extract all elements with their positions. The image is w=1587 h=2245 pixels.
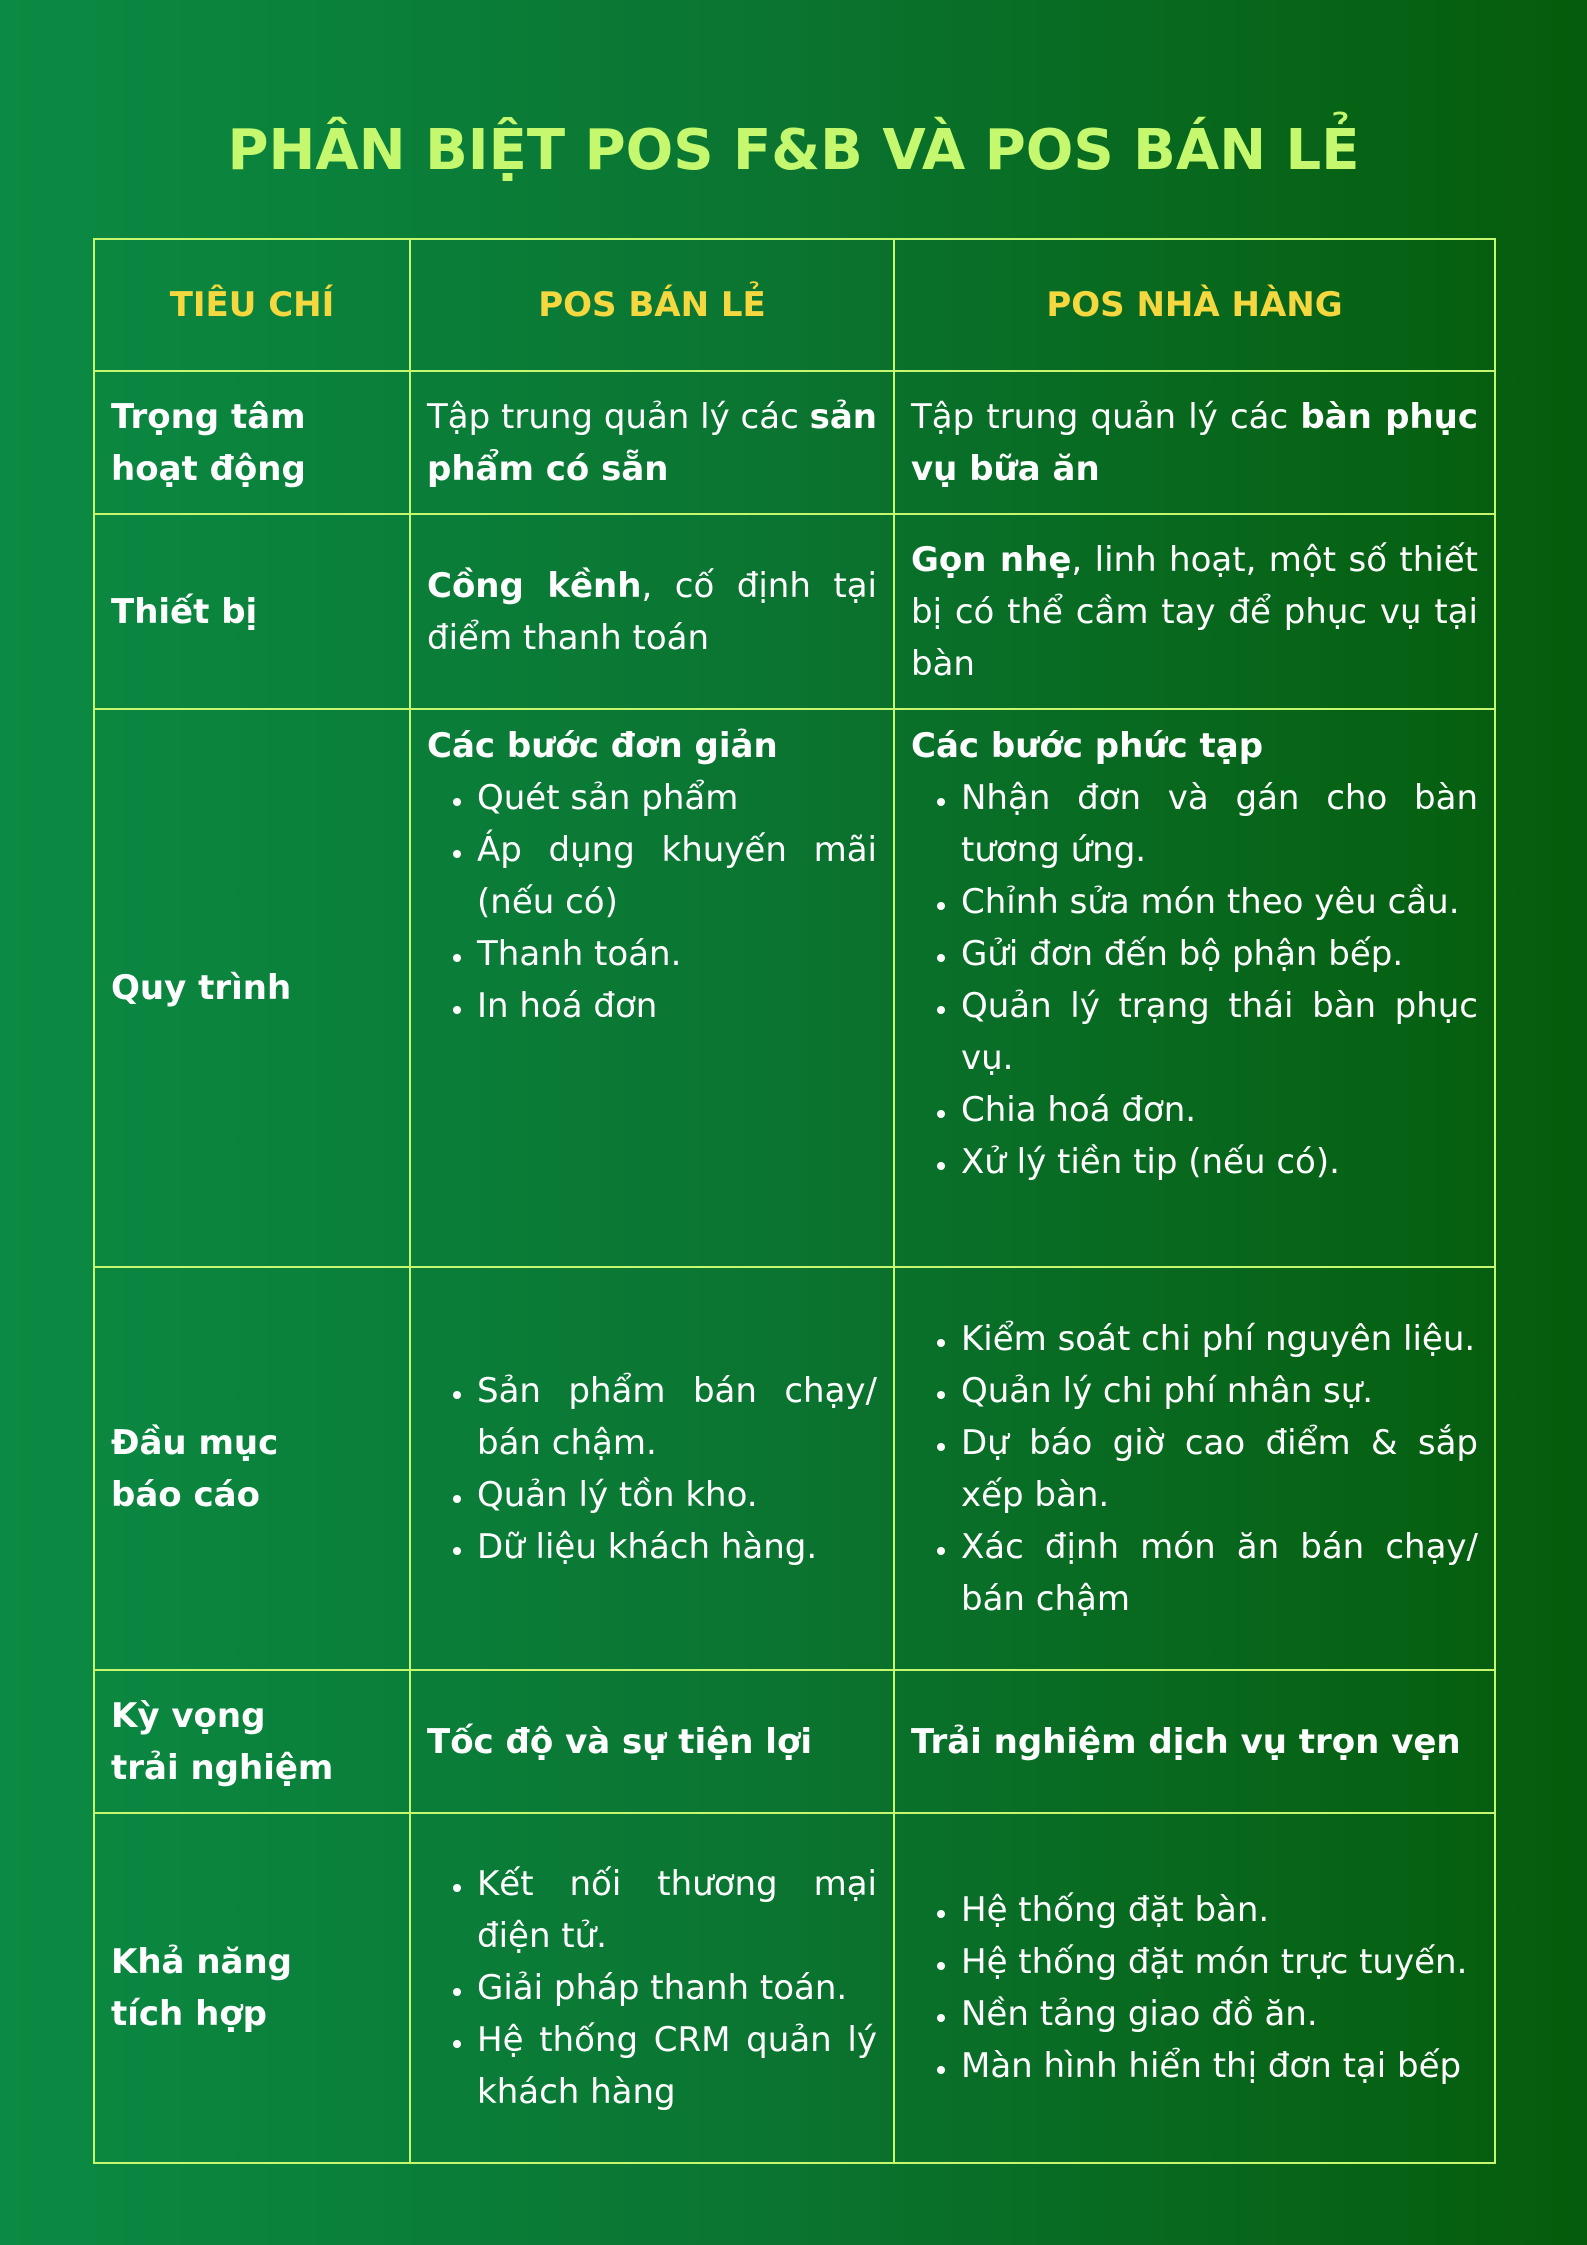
criterion-cell	[94, 709, 410, 1267]
list-item: • Chỉnh sửa món theo yêu cầu.	[959, 876, 1478, 928]
table-row	[94, 1267, 1495, 1670]
bullet-list	[911, 772, 1478, 1188]
list-item: • Chia hoá đơn.	[959, 1084, 1478, 1136]
list-item: • Quản lý tồn kho.	[475, 1469, 877, 1521]
bullet-list	[911, 1313, 1478, 1625]
list-item: • Quản lý chi phí nhân sự.	[959, 1365, 1478, 1417]
list-item: • Quản lý trạng thái bàn phục vụ.	[959, 980, 1478, 1084]
process-heading: Các bước đơn giản	[427, 726, 778, 766]
list-item: • Kiểm soát chi phí nguyên liệu.	[959, 1313, 1478, 1365]
cell-text-bold: Cồng kềnh	[427, 565, 642, 606]
list-item: • Dự báo giờ cao điểm & sắp xếp bàn.	[959, 1417, 1478, 1521]
criterion-line: Thiết bị	[111, 591, 258, 632]
criterion-line: hoạt động	[111, 448, 306, 489]
restaurant-cell	[894, 371, 1495, 514]
cell-text: Tập trung quản lý các	[427, 396, 810, 437]
criterion-line: Trọng tâm	[111, 396, 306, 437]
list-item: • Kết nối thương mại điện tử.	[475, 1858, 877, 1962]
list-item: • Hệ thống đặt món trực tuyến.	[959, 1936, 1478, 1988]
header-pos-retail: POS BÁN LẺ	[410, 239, 894, 371]
cell-text: , linh hoạt, một số thiết bị có thể cầm tay để phục vụ tại bàn	[911, 539, 1478, 684]
cell-text-bold: bàn phục vụ bữa ăn	[911, 396, 1478, 489]
list-item: • Dữ liệu khách hàng.	[475, 1521, 877, 1573]
list-item: • Thanh toán.	[475, 928, 877, 980]
cell-text: , cố định tại điểm thanh toán	[427, 565, 877, 658]
list-item: • Màn hình hiển thị đơn tại bếp	[959, 2040, 1478, 2092]
table-header-row	[94, 239, 1495, 371]
header-criteria: TIÊU CHÍ	[94, 239, 410, 371]
criterion-line: báo cáo	[111, 1474, 260, 1515]
list-item: • Gửi đơn đến bộ phận bếp.	[959, 928, 1478, 980]
list-item: • Xác định món ăn bán chạy/ bán chậm	[959, 1521, 1478, 1625]
table-row	[94, 709, 1495, 1267]
table-row	[94, 1670, 1495, 1813]
table-row	[94, 371, 1495, 514]
retail-cell	[410, 1813, 894, 2163]
list-item: • In hoá đơn	[475, 980, 877, 1032]
retail-cell	[410, 709, 894, 1267]
criterion-cell	[94, 1813, 410, 2163]
criterion-line: Quy trình	[111, 968, 292, 1008]
list-item: • Quét sản phẩm	[475, 772, 877, 824]
criterion-line: Đầu mục	[111, 1422, 279, 1463]
retail-cell	[410, 1267, 894, 1670]
list-item: • Áp dụng khuyến mãi (nếu có)	[475, 824, 877, 928]
bullet-list	[427, 772, 877, 1032]
criterion-cell	[94, 1670, 410, 1813]
retail-cell	[410, 371, 894, 514]
cell-text-bold: Tốc độ và sự tiện lợi	[427, 1721, 812, 1762]
cell-text-bold: Trải nghiệm dịch vụ trọn vẹn	[911, 1721, 1461, 1762]
list-item: • Xử lý tiền tip (nếu có).	[959, 1136, 1478, 1188]
restaurant-cell	[894, 709, 1495, 1267]
cell-text-bold: sản phẩm có sẵn	[427, 396, 877, 489]
bullet-list	[911, 1884, 1478, 2092]
retail-cell	[410, 514, 894, 709]
restaurant-cell	[894, 1267, 1495, 1670]
criterion-line: Khả năng	[111, 1942, 293, 1982]
bullet-list	[427, 1365, 877, 1573]
list-item: • Nền tảng giao đồ ăn.	[959, 1988, 1478, 2040]
list-item: • Nhận đơn và gán cho bàn tương ứng.	[959, 772, 1478, 876]
criterion-cell	[94, 1267, 410, 1670]
table-row	[94, 514, 1495, 709]
restaurant-cell	[894, 1670, 1495, 1813]
bullet-list	[427, 1858, 877, 2118]
criterion-cell	[94, 514, 410, 709]
list-item: • Giải pháp thanh toán.	[475, 1962, 877, 2014]
header-pos-restaurant: POS NHÀ HÀNG	[894, 239, 1495, 371]
table-row	[94, 1813, 1495, 2163]
restaurant-cell	[894, 514, 1495, 709]
restaurant-cell	[894, 1813, 1495, 2163]
criterion-line: tích hợp	[111, 1994, 268, 2034]
page-title: PHÂN BIỆT POS F&B VÀ POS BÁN LẺ	[227, 118, 1360, 183]
cell-text-bold: Gọn nhẹ	[911, 539, 1072, 580]
comparison-table	[93, 238, 1496, 2164]
list-item: • Hệ thống đặt bàn.	[959, 1884, 1478, 1936]
criterion-line: Kỳ vọng	[111, 1695, 266, 1736]
list-item: • Sản phẩm bán chạy/ bán chậm.	[475, 1365, 877, 1469]
criterion-line: trải nghiệm	[111, 1747, 334, 1788]
list-item: • Hệ thống CRM quản lý khách hàng	[475, 2014, 877, 2118]
cell-text: Tập trung quản lý các	[911, 396, 1301, 437]
criterion-cell	[94, 371, 410, 514]
process-heading: Các bước phức tạp	[911, 726, 1264, 766]
retail-cell	[410, 1670, 894, 1813]
